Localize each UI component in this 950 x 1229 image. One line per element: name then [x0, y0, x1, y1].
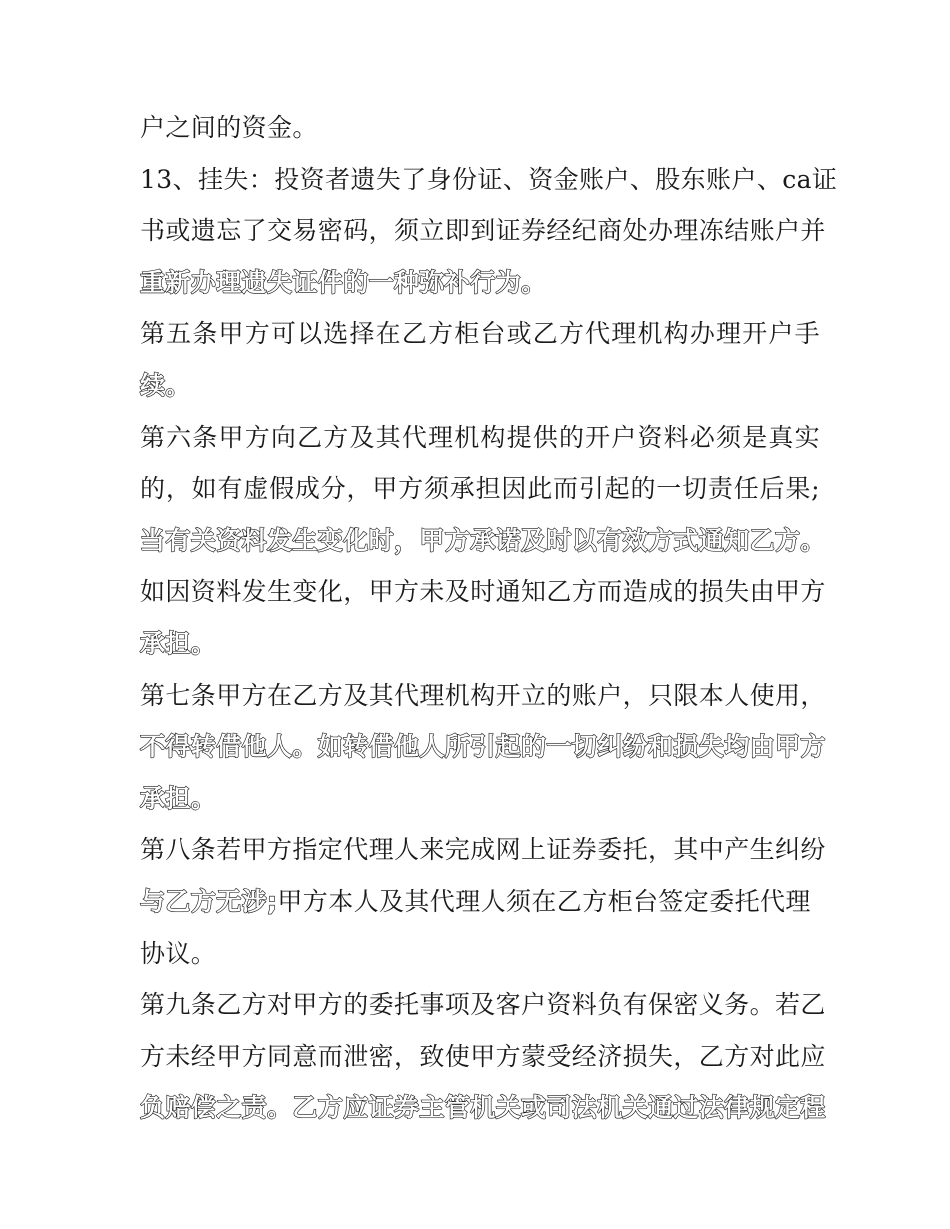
body-text: 第五条甲方可以选择在乙方柜台或乙方代理机构办理开户手: [140, 319, 820, 349]
text-line: [140, 366, 820, 406]
body-text: 第七条甲方在乙方及其代理机构开立的账户，只限本人使用，: [140, 680, 826, 710]
outlined-text: 续。: [140, 371, 191, 400]
text-line: [140, 934, 820, 974]
body-text: 方未经甲方同意而泄密，致使甲方蒙受经济损失，乙方对此应: [140, 1041, 826, 1071]
text-line: [140, 572, 826, 612]
body-text: 甲方本人及其代理人须在乙方柜台签定委托代理: [277, 887, 811, 916]
body-text: 户之间的资金。: [140, 113, 318, 142]
text-line: [140, 1037, 826, 1077]
outlined-text: 承担。: [140, 629, 217, 658]
outlined-text: 承担。: [140, 783, 217, 813]
text-line: [140, 418, 820, 458]
text-line: [140, 727, 826, 767]
body-text: 第九条乙方对甲方的委托事项及客户资料负有保密义务。若乙: [140, 990, 826, 1020]
body-text: 协议。: [140, 938, 217, 968]
text-line: [140, 779, 820, 819]
outlined-text: 负赔偿之责。乙方应证券主管机关或司法机关通过法律规定程: [140, 1093, 826, 1123]
text-line: [140, 108, 820, 148]
text-line: [140, 624, 820, 664]
text-line: [140, 263, 820, 303]
body-text: 第六条甲方向乙方及其代理机构提供的开户资料必须是真实: [140, 422, 820, 452]
text-line: [140, 314, 820, 354]
body-text: 书或遗忘了交易密码，须立即到证券经纪商处办理冻结账户并: [140, 216, 826, 246]
body-text: 第八条若甲方指定代理人来完成网上证券委托，其中产生纠纷: [140, 835, 826, 865]
text-line: [140, 676, 826, 716]
text-line: [140, 521, 826, 561]
text-line: [140, 469, 820, 509]
text-line: [140, 830, 826, 870]
outlined-text: 与乙方无涉;: [140, 887, 278, 916]
body-text: 的，如有虚假成分，甲方须承担因此而引起的一切责任后果;: [140, 474, 820, 504]
outlined-text: 不得转借他人。如转借他人所引起的一切纠纷和损失均由甲方: [140, 732, 826, 762]
body-text: 如因资料发生变化，甲方未及时通知乙方而造成的损失由甲方: [140, 577, 826, 607]
outlined-text: 当有关资料发生变化时，甲方承诺及时以有效方式通知乙方。: [140, 525, 826, 555]
text-line: [140, 211, 826, 251]
text-line: [140, 1088, 826, 1128]
text-line: [140, 160, 838, 200]
body-text: 13、挂失：投资者遗失了身份证、资金账户、股东账户、ca证: [140, 164, 838, 194]
text-line: [140, 985, 826, 1025]
text-line: [140, 882, 820, 922]
outlined-text: 重新办理遗失证件的一种弥补行为。: [140, 267, 547, 297]
